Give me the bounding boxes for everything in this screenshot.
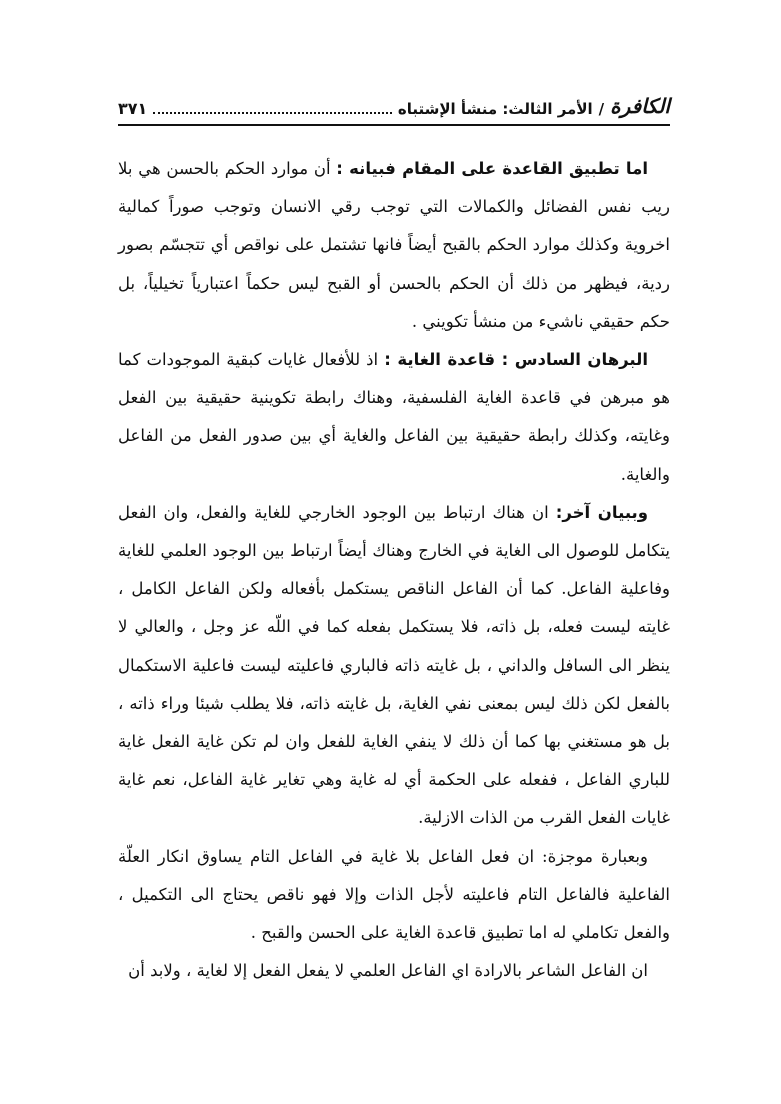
paragraph-lead: اما تطبيق القاعدة على المقام فبيانه : [336, 159, 648, 178]
paragraph-text: ان الفاعل الشاعر بالارادة اي الفاعل العلمي لا يفعل الفعل إلا لغاية ، ولابد أن [128, 961, 648, 981]
paragraph [118, 838, 670, 953]
header-separator: / [598, 100, 605, 118]
header-rule [118, 124, 670, 126]
page-number: ٣٧١ [118, 99, 148, 118]
paragraph-lead: البرهان السادس : قاعدة الغاية : [384, 350, 648, 370]
paragraph [118, 150, 670, 341]
paragraph-text: اذ للأفعال غايات كبقية الموجودات كما هو مبرهن في قاعدة الغاية الفلسفية، وهناك رابطة تكوينية حقيقية بين الفعل وغايته، وكذلك رابطة حقيقية بين الفاعل والغاية أي بين صدور الفعل من الفاعل والغاية. [118, 350, 670, 484]
paragraph [118, 341, 670, 494]
paragraph-text: وبعبارة موجزة: ان فعل الفاعل بلا غاية في الفاعل التام يساوق انكار العلّة الفاعلية فالفاعل التام فاعليته لأجل الذات وإلا فهو ناقص يحتاج الى التكميل ، والفعل تكاملي له اما تطبيق قاعدة الغاية على الحسن والقبح . [118, 846, 670, 943]
paragraph [118, 494, 670, 838]
paragraph-text: أن موارد الحكم بالحسن هي بلا ريب نفس الفضائل والكمالات التي توجب رقي الانسان وتوجب صوراً كمالية اخروية وكذلك موارد الحكم بالقبح أيضاً فانها تشتمل على نواقص أي تتجسّم بصور ردية، فيظهر من ذلك أن الحكم بالحسن أو القبح ليس حكماً اعتبارياً تخيلياً، بل حكم حقيقي ناشيء من منشأ تكويني . [118, 159, 670, 331]
paragraph [118, 952, 670, 990]
header-title-group [398, 94, 670, 118]
page-body [118, 150, 670, 990]
book-logo: الكافرة [610, 94, 670, 118]
header-dot-leader [153, 111, 392, 114]
paragraph-text: ان هناك ارتباط بين الوجود الخارجي للغاية والفعل، وان الفعل يتكامل للوصول الى الغاية في الخارج وهناك أيضاً ارتباط بين الوجود العلمي للغاية وفاعلية الفاعل. كما أن الفاعل الناقص يستكمل بأفعاله ولكن الفاعل الكامل ، غايته ليست فعله، بل ذاته، فلا يستكمل بفعله كما في اللّه عز وجل ، والعالي لا ينظر الى السافل والداني ، بل غايته ذاته فالباري فاعليته ليست فاعلية الاستكمال بالفعل لكن ذلك ليس بمعنى نفي الغاية، بل غايته ذاته، فلا يطلب شيئا وراء ذاته ، بل هو مستغني بها كما أن ذلك لا ينفي الغاية للفعل وان لم تكن غاية الفعل غاية للباري الفاعل ، ففعله على الحكمة أي له غاية وهي تغاير غاية الفاعل، نعم غاية غايات الفعل القرب من الذات الازلية. [118, 502, 670, 828]
paragraph-lead: وببيان آخر: [555, 502, 649, 522]
running-header [118, 82, 670, 118]
chapter-title: الأمر الثالث: منشأ الإشتباه [397, 100, 593, 118]
